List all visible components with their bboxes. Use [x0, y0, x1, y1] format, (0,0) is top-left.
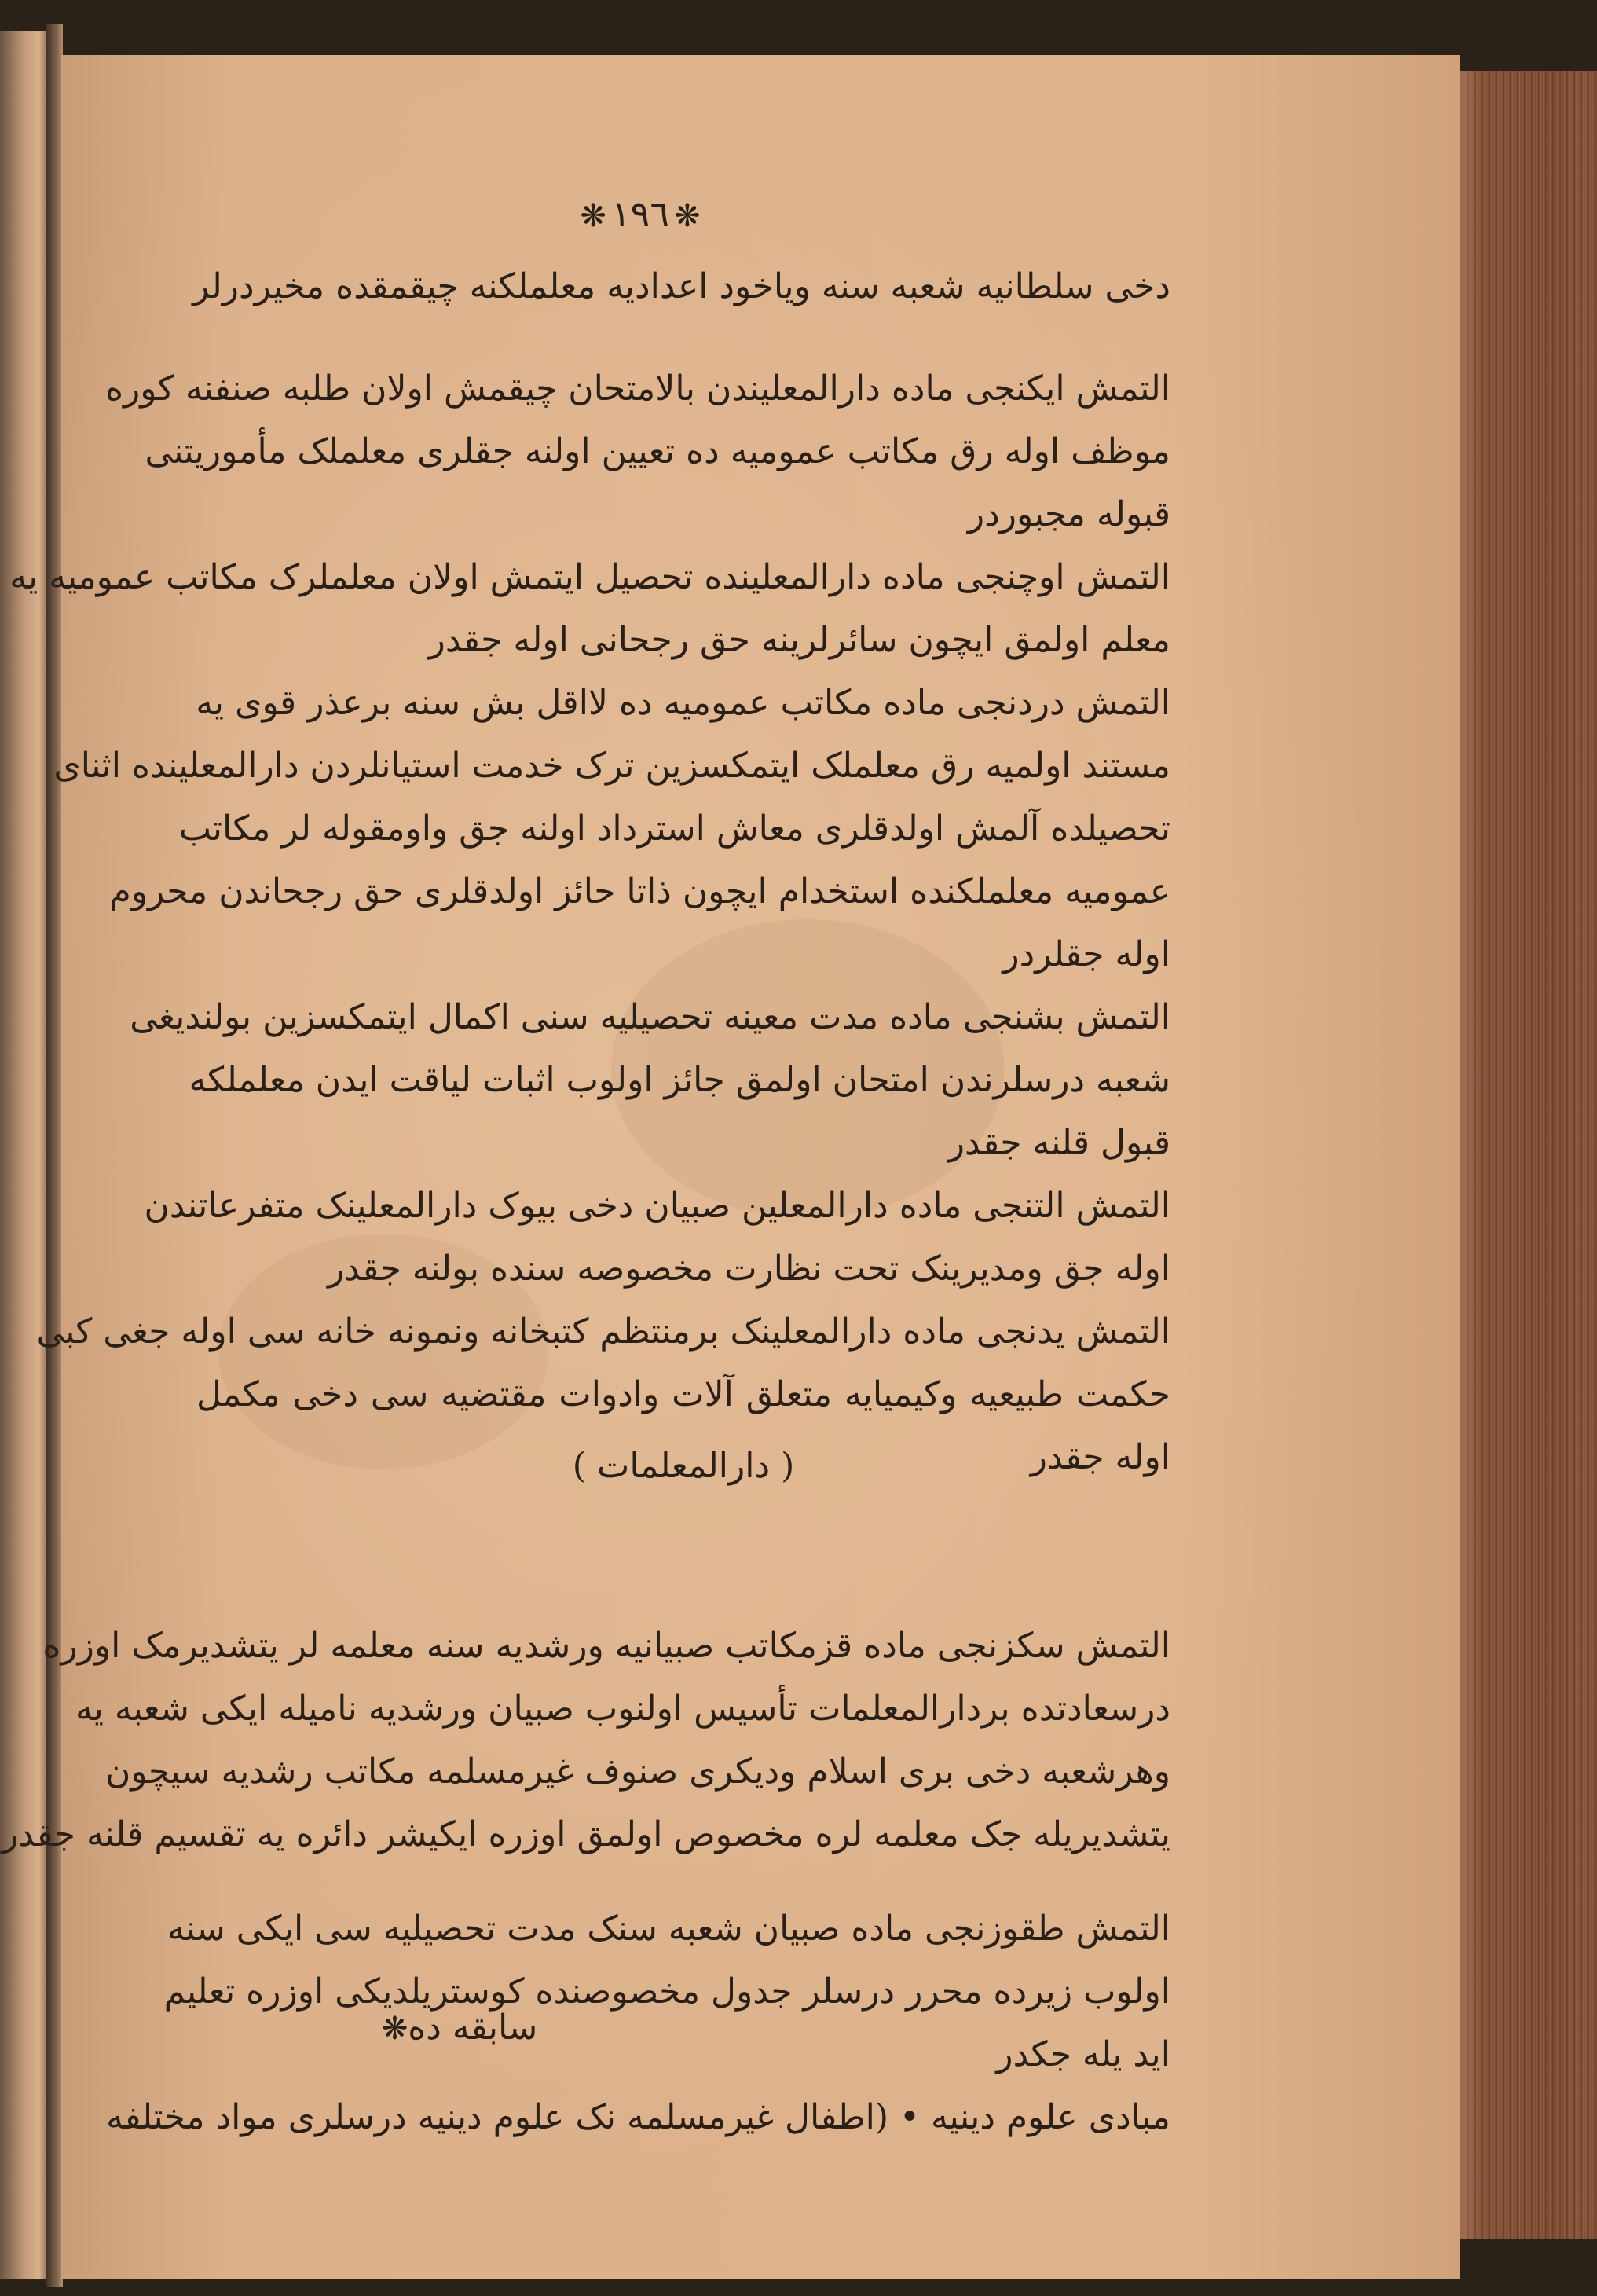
page-edges: [1449, 71, 1597, 2239]
catchword-text: سابقه ده: [408, 2008, 538, 2048]
page-header: [550, 193, 731, 248]
catchword: [330, 2008, 581, 2063]
text-line: التمش طقوزنجی ماده صبیان شعبه سنک مدت تحصیلیه سی ایکی سنه: [167, 1909, 1170, 1949]
text-line: اوله جقدر: [1030, 1437, 1170, 1477]
text-line: تحصیلده آلمش اولدقلری معاش استرداد اولنه جق واومقوله لر مکاتب: [178, 809, 1170, 849]
text-line: یتشدیریله جک معلمه لره مخصوص اولمق اوزره ایکیشر دائره یه تقسیم قلنه جقدر: [2, 1814, 1170, 1854]
ornament-star-icon: ❋: [381, 2011, 408, 2047]
text-line: قبول قلنه جقدر: [947, 1123, 1170, 1163]
text-line: التمش دردنجی ماده مکاتب عمومیه ده لااقل بش سنه برعذر قوی یه: [196, 683, 1170, 723]
book-gutter: [46, 24, 63, 2287]
text-line: مبادی علوم دینیه • (اطفال غیرمسلمه نک علوم دینیه درسلری مواد مختلفه: [105, 2097, 1170, 2137]
text-line: التمش التنجی ماده دارالمعلین صبیان دخی بیوک دارالمعلینک متفرعاتندن: [144, 1186, 1170, 1226]
text-line: معلم اولمق ایچون سائرلرینه حق رجحانی اوله جقدر: [428, 620, 1170, 660]
text-line: درسعادتده بردارالمعلمات تأسیس اولنوب صبیان ورشدیه نامیله ایکی شعبه یه: [75, 1689, 1170, 1729]
text-line: موظف اوله رق مکاتب عمومیه ده تعیین اولنه جقلری معلملک مأموریتنی: [145, 431, 1170, 471]
text-line: اوله جقلردر: [1002, 934, 1170, 974]
text-line: التمش یدنجی ماده دارالمعلینک برمنتظم کتبخانه ونمونه خانه سی اوله جغی کبی: [36, 1311, 1170, 1352]
text-line: شعبه درسلرندن امتحان اولمق جائز اولوب اثبات لیاقت ایدن معلملکه: [189, 1060, 1170, 1100]
text-line: التمش سکزنجی ماده قزمکاتب صبیانیه ورشدیه سنه معلمه لر یتشدیرمک اوزره: [42, 1626, 1170, 1666]
text-line: التمش ایکنجی ماده دارالمعلیندن بالامتحان چیقمش اولان طلبه صنفنه کوره: [104, 369, 1170, 409]
text-line: اولوب زیرده محرر درسلر جدول مخصوصنده کوستریلدیکی اوزره تعلیم: [163, 1971, 1170, 2012]
page-number: ١٩٦: [610, 193, 670, 235]
text-line: التمش اوچنجی ماده دارالمعلینده تحصیل ایتمش اولان معلملرک مکاتب عمومیه یه: [9, 557, 1170, 597]
text-line: التمش بشنجی ماده مدت معینه تحصیلیه سنی اکمال ایتمکسزین بولندیغی: [130, 997, 1170, 1037]
text-line: اید یله جکدر: [996, 2034, 1170, 2074]
left-page-edge: [0, 31, 49, 2279]
text-line: وهرشعبه دخی بری اسلام ودیکری صنوف غیرمسلمه مکاتب رشدیه سیچون: [104, 1751, 1170, 1792]
section-title: ( دارالمعلمات ): [572, 1446, 795, 1486]
text-line: مستند اولمیه رق معلملک ایتمکسزین ترک خدمت استیانلردن دارالمعلینده اثنای: [53, 746, 1170, 786]
text-line: عمومیه معلملکنده استخدام ایچون ذاتا حائز اولدقلری حق رجحاندن محروم: [109, 871, 1170, 911]
text-line: حکمت طبیعیه وکیمیایه متعلق آلات وادوات مقتضیه سی دخی مکمل: [196, 1374, 1170, 1414]
ornament-star-icon: ❋: [674, 198, 701, 234]
text-line: قبوله مجبوردر: [967, 494, 1170, 534]
ornament-star-icon: ❋: [580, 198, 606, 234]
text-line: اوله جق ومدیرینک تحت نظارت مخصوصه سنده بولنه جقدر: [327, 1249, 1170, 1289]
text-line: دخی سلطانیه شعبه سنه ویاخود اعدادیه معلملکنه چیقمقده مخیردرلر: [192, 266, 1170, 306]
